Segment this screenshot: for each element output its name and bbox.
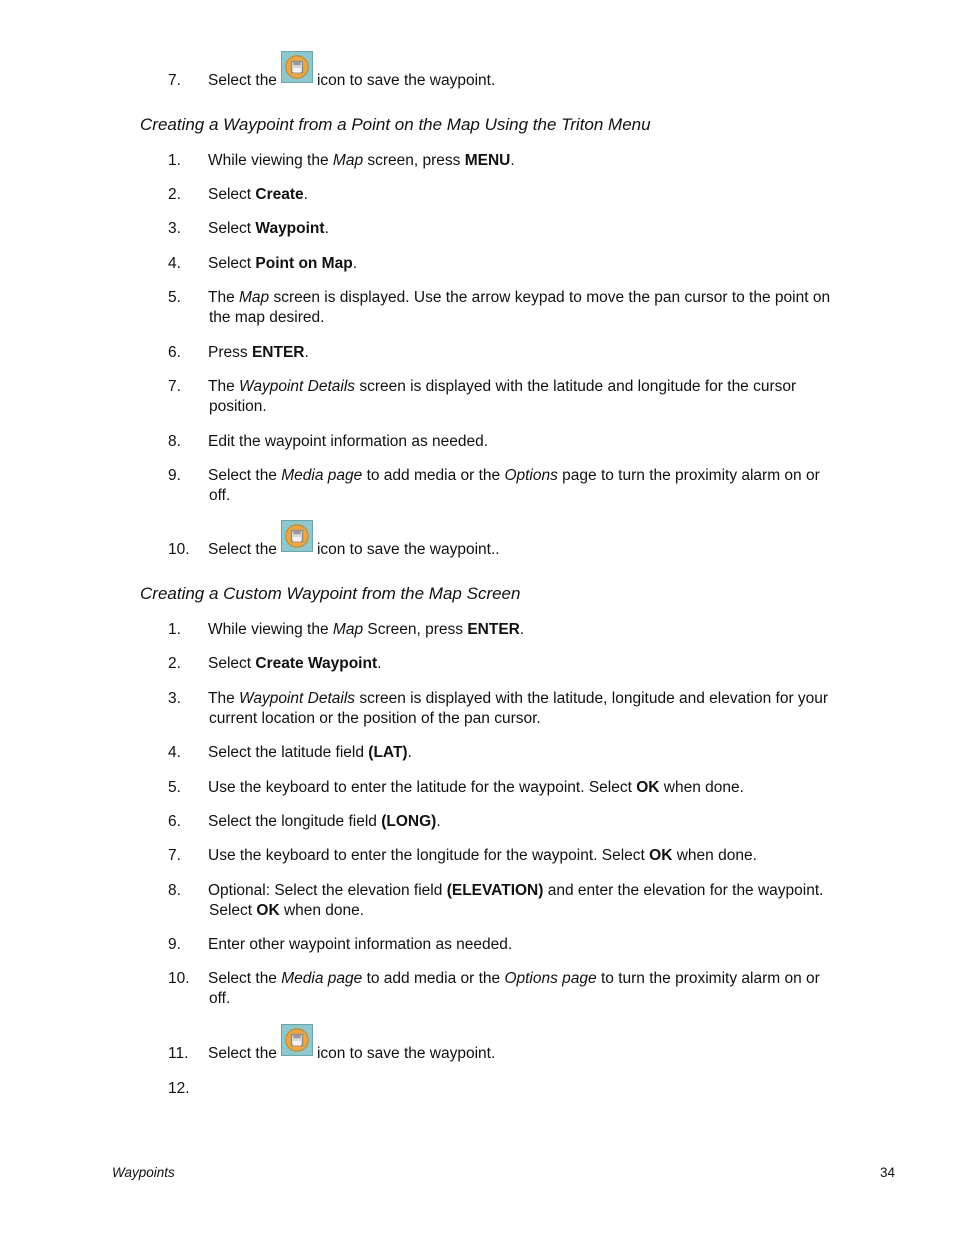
section-heading: Creating a Custom Waypoint from the Map Screen <box>140 584 521 603</box>
step-number: 9. <box>168 936 181 953</box>
step-number: 5. <box>168 289 181 306</box>
step-number: 6. <box>168 813 181 830</box>
footer-section-name: Waypoints <box>112 1165 175 1180</box>
step-text: Optional: Select the elevation field (ELEVATION) and enter the elevation for the waypoint. Select OK when done. <box>208 882 824 919</box>
step-number: 8. <box>168 882 181 899</box>
step-number: 6. <box>168 344 181 361</box>
step-text: Select the Media page to add media or the Options page to turn the proximity alarm on or off. <box>208 970 820 1007</box>
step-number: 2. <box>168 186 181 203</box>
step-text: Select Create Waypoint. <box>208 655 382 672</box>
step-text: Select the longitude field (LONG). <box>208 813 441 830</box>
step-number: 8. <box>168 433 181 450</box>
save-floppy-disk-icon <box>281 1024 313 1056</box>
step-text: Enter other waypoint information as needed. <box>208 936 513 953</box>
step-number: 12. <box>168 1080 190 1097</box>
step-number: 2. <box>168 655 181 672</box>
step-number: 7. <box>168 72 181 89</box>
section-heading: Creating a Waypoint from a Point on the Map Using the Triton Menu <box>140 115 651 134</box>
step-text: Use the keyboard to enter the longitude for the waypoint. Select OK when done. <box>208 847 757 864</box>
save-floppy-disk-icon <box>281 51 313 83</box>
step-text: Select the <box>208 541 277 558</box>
step-text: The Waypoint Details screen is displayed with the latitude, longitude and elevation for your current location or the position of the pan cursor. <box>208 690 829 727</box>
step-text: icon to save the waypoint.. <box>316 541 500 558</box>
step-number: 7. <box>168 847 181 864</box>
step-number: 4. <box>168 744 181 761</box>
step-number: 3. <box>168 690 181 707</box>
step-text: While viewing the Map screen, press MENU. <box>208 152 515 169</box>
step-text: Use the keyboard to enter the latitude for the waypoint. Select OK when done. <box>208 779 744 796</box>
step-number: 11. <box>168 1045 189 1062</box>
step-text: Select Create. <box>208 186 308 203</box>
step-text: Select the latitude field (LAT). <box>208 744 412 761</box>
step-number: 7. <box>168 378 181 395</box>
step-number: 9. <box>168 467 181 484</box>
step-text: Select Point on Map. <box>208 255 357 272</box>
step-text: Select the Media page to add media or the Options page to turn the proximity alarm on or off. <box>208 467 820 504</box>
step-number: 10. <box>168 541 190 558</box>
page-number: 34 <box>880 1165 896 1180</box>
step-text: The Map screen is displayed. Use the arrow keypad to move the pan cursor to the point on the map desired. <box>208 289 831 326</box>
step-number: 1. <box>168 621 181 638</box>
step-number: 1. <box>168 152 181 169</box>
step-text: Press ENTER. <box>208 344 309 361</box>
step-text: Select Waypoint. <box>208 220 329 237</box>
step-text: Select the <box>208 1045 277 1062</box>
step-text: icon to save the waypoint. <box>316 1045 496 1062</box>
step-text: Edit the waypoint information as needed. <box>208 433 489 450</box>
save-floppy-disk-icon <box>281 520 313 552</box>
step-number: 10. <box>168 970 190 987</box>
step-text: icon to save the waypoint. <box>316 72 496 89</box>
step-number: 4. <box>168 255 181 272</box>
step-text: Select the <box>208 72 277 89</box>
step-number: 3. <box>168 220 181 237</box>
step-text: While viewing the Map Screen, press ENTER. <box>208 621 525 638</box>
step-number: 5. <box>168 779 181 796</box>
step-text: The Waypoint Details screen is displayed with the latitude and longitude for the cursor position. <box>208 378 797 415</box>
